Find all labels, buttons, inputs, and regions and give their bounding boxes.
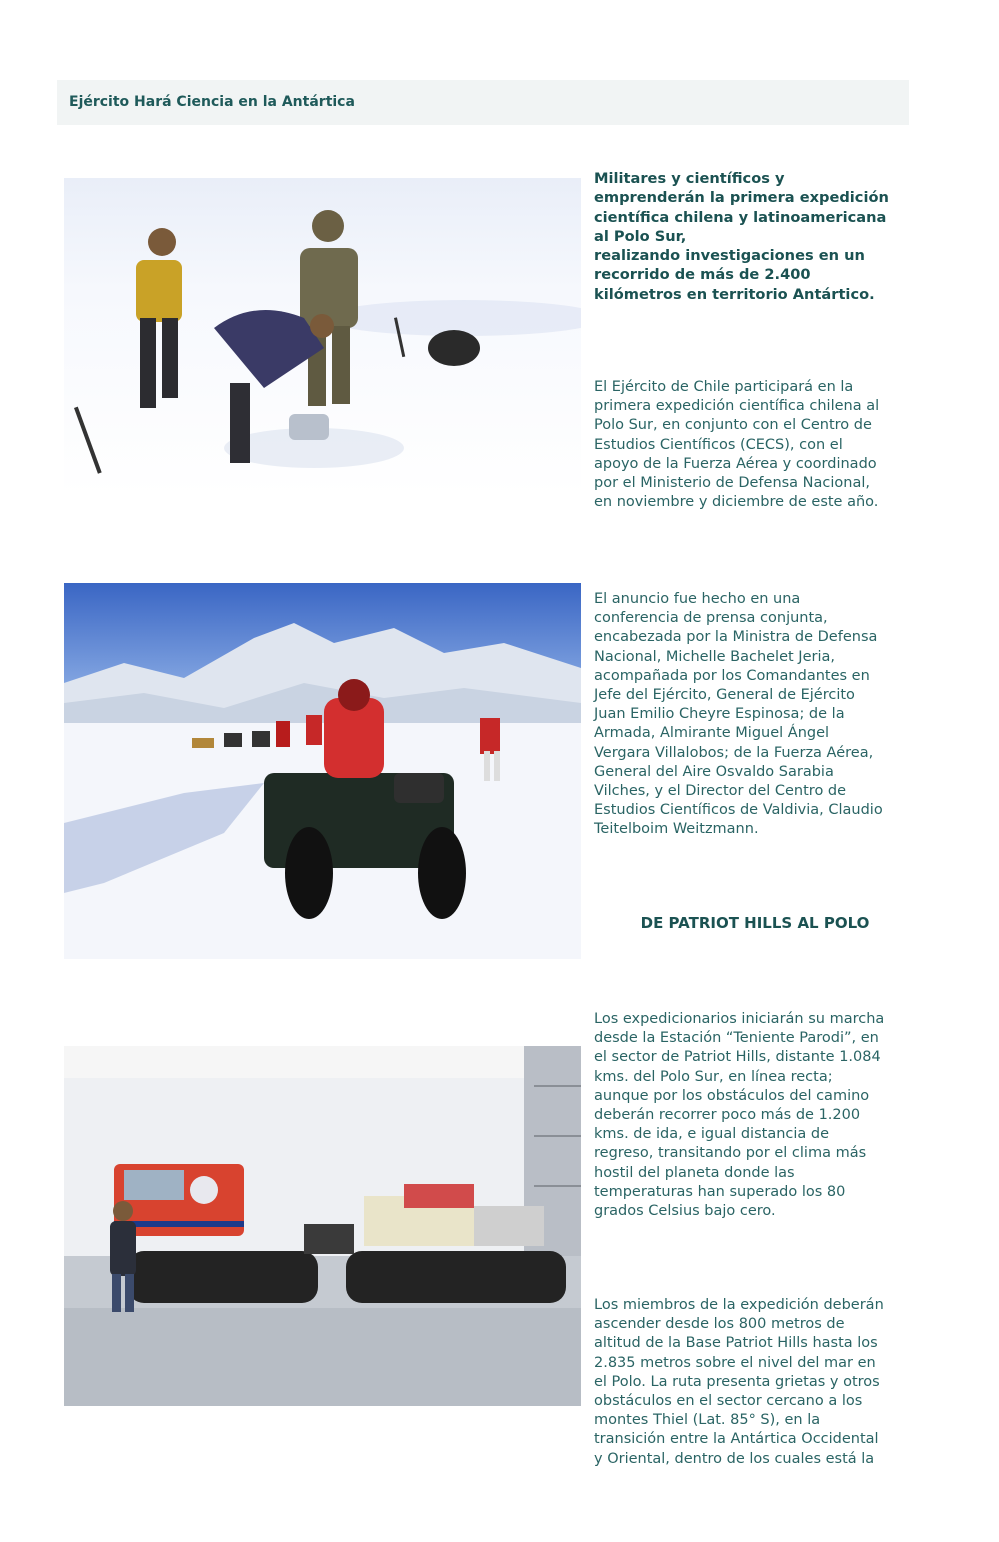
- photo-atv-convoy: [64, 583, 581, 959]
- section-heading: DE PATRIOT HILLS AL POLO: [640, 914, 870, 932]
- header-band: [57, 80, 909, 125]
- paragraph-2: [594, 590, 916, 840]
- paragraph-1: [594, 378, 916, 512]
- paragraph-2-text: El anuncio fue hecho en una conferencia de prensa conjunta, encabezada por la Ministra de Defensa Nacional, Michelle Bachelet Jeria, acompañada por los Comandantes en Jefe del Ejército, General de Ejército Juan Emilio Cheyre Espinosa; de la Armada, Almirante Miguel Ángel Vergara Villalobos; de la Fuerza Aérea, General del Aire Osvaldo Sarabia Vilches, y el Director del Centro de Estudios Científicos de Valdivia, Claudio Teitelboim Weitzmann.: [594, 591, 883, 838]
- paragraph-4: [594, 1296, 916, 1469]
- paragraph-3-text: Los expedicionarios iniciarán su marcha desde la Estación “Teniente Parodi”, en el sector de Patriot Hills, distante 1.084 kms. del Polo Sur, en línea recta; aunque por los obstáculos del camino deberán recorrer poco más de 1.200 kms. de ida, e igual distancia de regreso, transitando por el clima más hostil del planeta donde las temperaturas han superado los 80 grados Celsius bajo cero.: [594, 1011, 885, 1220]
- photo-researchers-on-ice: [64, 178, 581, 496]
- page-title: Ejército Hará Ciencia en la Antártica: [69, 94, 355, 110]
- lead-text: Militares y científicos y emprenderán la primera expedición científica chilena y latinoamericana al Polo Sur, realizando investigaciones en un recorrido de más de 2.400 kilómetros en territorio Antártico.: [594, 170, 889, 303]
- photo-snow-tractor-hangar: [64, 1046, 581, 1406]
- paragraph-3: [594, 1010, 916, 1221]
- lead-paragraph: [594, 169, 916, 304]
- paragraph-4-text: Los miembros de la expedición deberán ascender desde los 800 metros de altitud de la Base Patriot Hills hasta los 2.835 metros sobre el nivel del mar en el Polo. La ruta presenta grietas y otros obstáculos en el sector cercano a los montes Thiel (Lat. 85° S), en la transición entre la Antártica Occidental y Oriental, dentro de los cuales está la: [594, 1297, 884, 1467]
- paragraph-1-text: El Ejército de Chile participará en la primera expedición científica chilena al Polo Sur, en conjunto con el Centro de Estudios Científicos (CECS), con el apoyo de la Fuerza Aérea y coordinado por el Ministerio de Defensa Nacional, en noviembre y diciembre de este año.: [594, 379, 880, 511]
